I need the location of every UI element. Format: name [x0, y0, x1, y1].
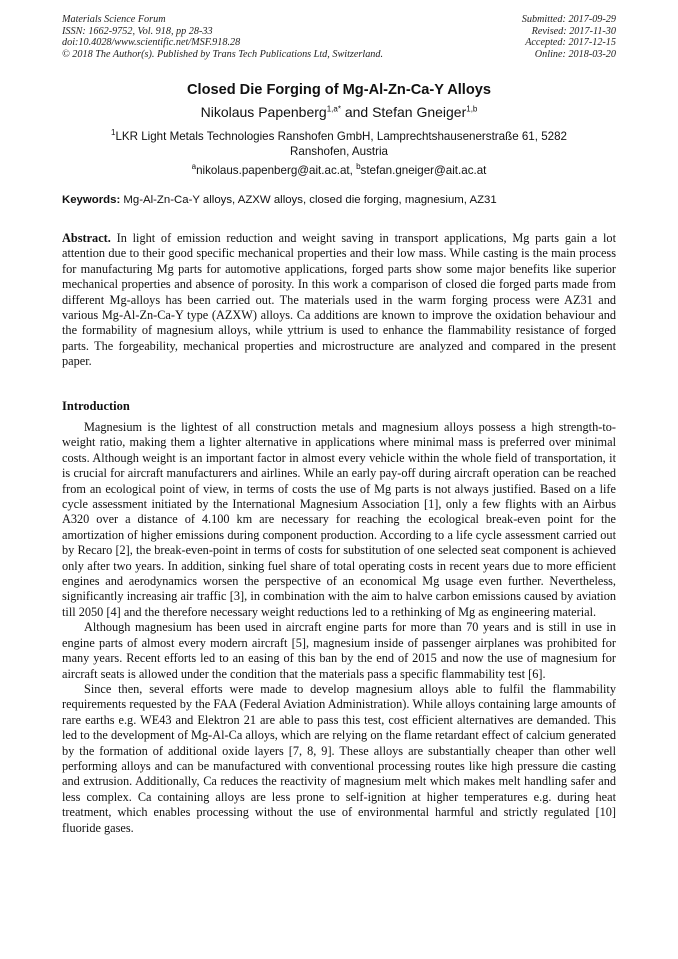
author-joiner: and: [340, 104, 373, 120]
abstract-label: Abstract.: [62, 231, 111, 245]
email-address[interactable]: nikolaus.papenberg@ait.ac.at,: [196, 164, 357, 177]
paper-title: Closed Die Forging of Mg-Al-Zn-Ca-Y Alloys: [186, 82, 492, 98]
author-affiliation-mark: 1,a*: [326, 104, 341, 114]
copyright-notice: © 2018 The Author(s). Published by Trans Tech Publications Ltd, Switzerland.: [62, 48, 384, 60]
section-heading-introduction: Introduction: [62, 399, 130, 413]
revised-date: Revised: 2017-11-30: [531, 25, 616, 37]
journal-issn: ISSN: 1662-9752, Vol. 918, pp 28-33: [62, 25, 213, 37]
affiliation-mark: 1: [110, 128, 116, 138]
journal-name: Materials Science Forum: [62, 14, 166, 25]
submitted-date: Submitted: 2017-09-29: [521, 14, 616, 25]
keywords-text: Mg-Al-Zn-Ca-Y alloys, AZXW alloys, closed die forging, magnesium, AZ31: [120, 194, 497, 206]
online-date: Online: 2018-03-20: [534, 48, 616, 60]
paragraph: Magnesium is the lightest of all construction metals and magnesium alloys possess a high strength-to-weight ratio, making them a lighter alternative in applications where minimal mass is preferred over minimal costs. Although weight is an important factor in almost every vehicle within the whole field of transportation, it is crucial for aircraft manufacturers and airlines. While an early pay-off during aircraft operation can be reached from an ecological point of view, in terms of costs the use of Mg parts is not always justified. Based on a life cycle assessment initiated by the International Magnesium Association [1], only a few flights with an Airbus A320 over a distance of 4.100 km are necessary for reaching the ecological break-even point for the amortization of higher emissions during component production. According to a life cycle assessment carried out by Recaro [2], the break-even-point in terms of costs for substitution of one selected seat component is achieved only after two years. In addition, sinking fuel share of total operating costs in recent years due to more efficient engines and aerodynamics worsen the perspective of an economical Mg usage even further. Nevertheless, significantly increasing air traffic [3], in combination with the aim to halve carbon emissions caused by aviation till 2050 [4] and the therefore necessary weight reductions led to a rethinking of Mg as engineering material.: [62, 420, 616, 619]
affiliation-text: LKR Light Metals Technologies Ranshofen GmbH, Lamprechtshausenerstraße 61, 5282 Ranshofen, Austria: [115, 130, 567, 158]
email-address[interactable]: stefan.gneiger@ait.ac.at: [360, 164, 487, 177]
author-affiliation-mark: 1,b: [466, 104, 478, 114]
submission-dates: [522, 14, 616, 60]
journal-doi: doi:10.4028/www.scientific.net/MSF.918.28: [62, 37, 241, 49]
author-emails: [0, 164, 678, 177]
paragraph: Although magnesium has been used in aircraft engine parts for more than 70 years and is still in use in engine parts of almost every modern aircraft [5], magnesium inside of passenger airplanes was prohibited for many years. Recent efforts led to an easing of this ban by the end of 2015 and now the use of magnesium for aircraft seats is allowed under the condition that the materials pass a specific flammability test [6].: [62, 620, 616, 681]
author-name: Nikolaus Papenberg: [200, 104, 327, 120]
keywords: [62, 194, 622, 206]
email-mark: a: [191, 162, 197, 172]
abstract-text: In light of emission reduction and weight saving in transport applications, Mg parts gain a lot attention due to their good specific mechanical properties and their low mass. While casting is the main process for manufacturing Mg parts for automotive applications, forged parts show some major benefits like superior mechanical properties and absence of porosity. In this work a comparison of closed die forged parts made from different Mg-alloys has been carried out. The materials used in the warm forging process were AZ31 and various Mg-Al-Zn-Ca-Y type (AZXW) alloys. Ca additions are known to improve the oxidation behaviour and the formability of magnesium alloys, while yttrium is used to enhance the flammability resistance of forged parts. The forgeability, mechanical properties and microstructure are analyzed and compared in the present paper.: [62, 231, 616, 369]
author-list: [0, 104, 678, 120]
paragraph: Since then, several efforts were made to develop magnesium alloys able to fulfil the flammability requirements requested by the FAA (Federal Aviation Administration). While alloys containing large amounts of rare earths e.g. WE43 and Elektron 21 are able to pass this test, cost efficient alternatives are demanded. This led to the development of Mg-Al-Ca alloys, which are relying on the flame retardant effect of calcium generated by the formation of additional oxide layers [7, 8, 9]. These alloys are substantially cheaper than other well performing alloys and can be manufactured with conventional processing routes like high pressure die casting and extrusion. Additionally, Ca reduces the reactivity of magnesium melt which makes melt handling safer and less complex. Ca containing alloys are less prone to self-ignition at higher temperatures e.g. during heat treatment, which enables processing without the use of environmental harmful and strictly regulated [10] fluoride gases.: [62, 681, 616, 835]
keywords-label: Keywords:: [62, 194, 121, 206]
email-mark: b: [356, 162, 361, 172]
accepted-date: Accepted: 2017-12-15: [525, 37, 616, 49]
author-name: Stefan Gneiger: [372, 104, 467, 120]
introduction-body: [62, 420, 616, 836]
affiliation: [90, 129, 588, 159]
journal-info: [62, 14, 383, 60]
abstract: [62, 231, 616, 370]
